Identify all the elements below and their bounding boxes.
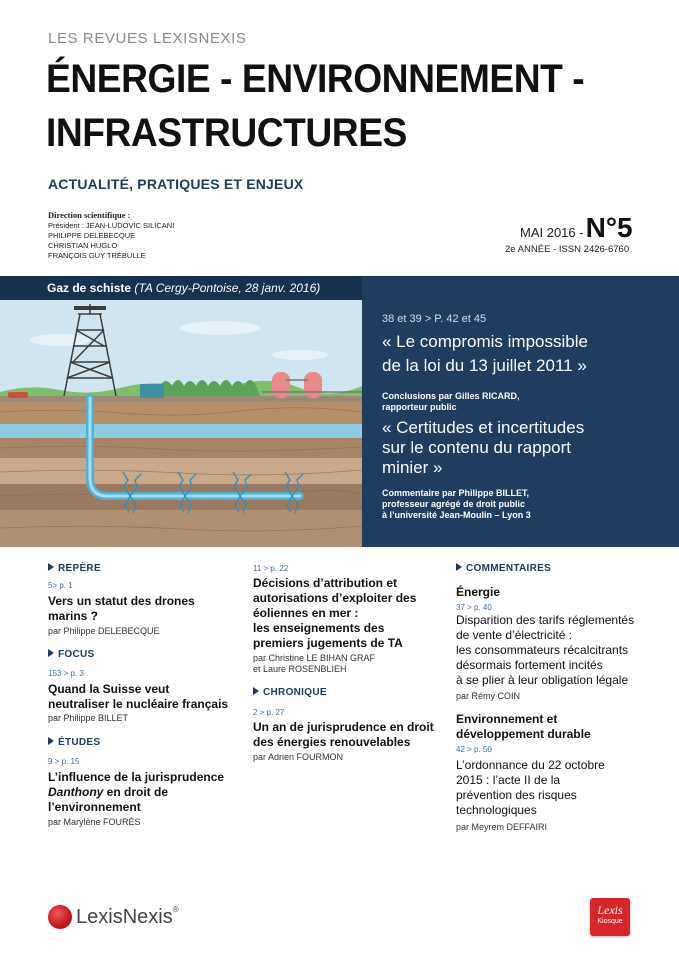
shale-gas-illustration [0,300,362,547]
article-author: par Marylène FOURÈS [48,817,141,827]
author-line: par Christine LE BIHAN GRAF [253,653,376,663]
title-line: de vente d’électricité : [456,628,573,642]
banner-article2-title [382,418,584,478]
scientific-direction [48,210,174,261]
banner-page-reference: 38 et 39 > P. 42 et 45 [382,313,487,325]
issue-info [520,212,633,244]
section-focus [48,649,95,660]
direction-member: CHRISTIAN HUGLO [48,241,118,250]
article-author: par Adrien FOURMON [253,752,344,762]
lexis-kiosque-badge [590,898,630,936]
article2-title-line: sur le contenu du rapport [382,438,572,457]
article2-title-line: minier » [382,458,443,477]
heading-line: développement durable [456,727,591,741]
drilling-rig-illustration [0,300,362,547]
section-etudes [48,737,100,748]
banner-article1-author [382,391,520,413]
author2-line: à l’université Jean-Moulin – Lyon 3 [382,510,531,520]
journal-title-line2: INFRASTRUCTURES [46,111,407,155]
title-line: neutraliser le nucléaire français [48,697,229,711]
author1-line: Conclusions par Gilles RICARD, [382,391,520,401]
section-label: COMMENTAIRES [466,563,552,574]
page-reference: 42 > p. 50 [456,745,492,754]
page-reference: 37 > p. 40 [456,603,492,612]
triangle-icon [253,687,259,695]
title-line: Décisions d’attribution et [253,576,398,590]
banner-article2-author [382,488,531,521]
direction-member: FRANÇOIS GUY TRÉBULLE [48,251,146,260]
section-label: FOCUS [58,649,95,660]
section-label: REPÈRE [58,563,101,574]
topic-reference: (TA Cergy-Pontoise, 28 janv. 2016) [134,281,321,295]
page-reference: 2 > p. 27 [253,708,285,717]
article1-title-line: de la loi du 13 juillet 2011 » [382,356,587,375]
issue-year-issn: 2e ANNÉE - ISSN 2426-6760 [505,244,630,255]
triangle-icon [48,649,54,657]
title-line: les enseignements des [253,621,385,635]
title-line: Vers un statut des drones [48,594,195,608]
series-name: LES REVUES LEXISNEXIS [48,30,247,47]
journal-subtitle: ACTUALITÉ, PRATIQUES ET ENJEUX [48,176,304,192]
article-title [253,720,434,750]
title-line: autorisations d’exploiter des [253,591,417,605]
article-author: par Philippe DELEBECQUE [48,626,160,636]
article-title [456,758,605,818]
title-fragment: en droit de [103,785,169,799]
triangle-icon [48,563,54,571]
title-line: technologiques [456,803,537,817]
page-reference: 153 > p. 3 [48,669,84,678]
author-line: et Laure ROSENBLIEH [253,664,347,674]
title-line: désormais fortement incités [456,658,603,672]
subsection-heading [456,712,591,742]
section-chronique [253,687,327,698]
kiosque-label: Kiosque [597,918,623,925]
title-line: Un an de jurisprudence en droit [253,720,434,734]
title-line: Disparition des tarifs réglementés [456,613,635,627]
heading-line: Environnement et [456,712,558,726]
title-line: L’influence de la jurisprudence [48,770,225,784]
kiosque-brand: Lexis [597,903,623,917]
section-commentaires [456,563,551,574]
title-line: éoliennes en mer : [253,606,359,620]
lexisnexis-logo [48,905,179,929]
section-label: ÉTUDES [58,737,101,748]
article-title [48,594,195,624]
registered-mark: ® [172,905,179,914]
triangle-icon [456,563,462,571]
title-line: Quand la Suisse veut [48,682,170,696]
journal-title-line1: ÉNERGIE - ENVIRONNEMENT - [46,57,585,101]
author1-line: rapporteur public [382,402,457,412]
title-line: 2015 : l’acte II de la [456,773,561,787]
direction-member: PHILIPPE DELEBECQUE [48,231,136,240]
article-title [456,613,634,688]
section-label: CHRONIQUE [263,687,327,698]
lexisnexis-circle-icon [48,905,72,929]
banner-article1-title [382,330,588,378]
page-reference: 9 > p. 15 [48,757,80,766]
issue-number: N°5 [585,212,633,243]
article2-title-line: « Certitudes et incertitudes [382,418,585,437]
publisher-name: LexisNexis [76,905,173,928]
topic-title: Gaz de schiste [47,281,132,295]
article-title [253,576,416,651]
article-author: par Rémy COIN [456,691,521,701]
title-line: à se plier à leur obligation légale [456,673,629,687]
title-line: prévention des risques [456,788,577,802]
article-author: par Meyrem DEFFAIRI [456,822,548,832]
title-line: L’ordonnance du 22 octobre [456,758,605,772]
direction-label: Direction scientifique : [48,210,131,220]
page-reference: 5> p. 1 [48,581,73,590]
article-title [48,682,228,712]
title-line: les consommateurs récalcitrants [456,643,629,657]
subsection-heading: Énergie [456,585,501,599]
direction-president: Président : JEAN-LUDOVIC SILICANI [48,221,175,230]
title-line: marins ? [48,609,99,623]
article1-title-line: « Le compromis impossible [382,332,588,351]
triangle-icon [48,737,54,745]
italic-case-name: Danthony [48,785,104,799]
title-line: des énergies renouvelables [253,735,411,749]
topic-label [47,281,320,295]
issue-date: MAI 2016 - [520,225,584,240]
article-title [48,770,224,815]
section-repere [48,563,101,574]
title-line: l’environnement [48,800,141,814]
article-author [253,653,375,675]
author2-line: Commentaire par Philippe BILLET, [382,488,530,498]
article-author: par Philippe BILLET [48,713,129,723]
title-line [48,785,224,800]
title-line: premiers jugements de TA [253,636,403,650]
author2-line: professeur agrégé de droit public [382,499,526,509]
page-reference: 11 > p. 22 [253,564,289,573]
